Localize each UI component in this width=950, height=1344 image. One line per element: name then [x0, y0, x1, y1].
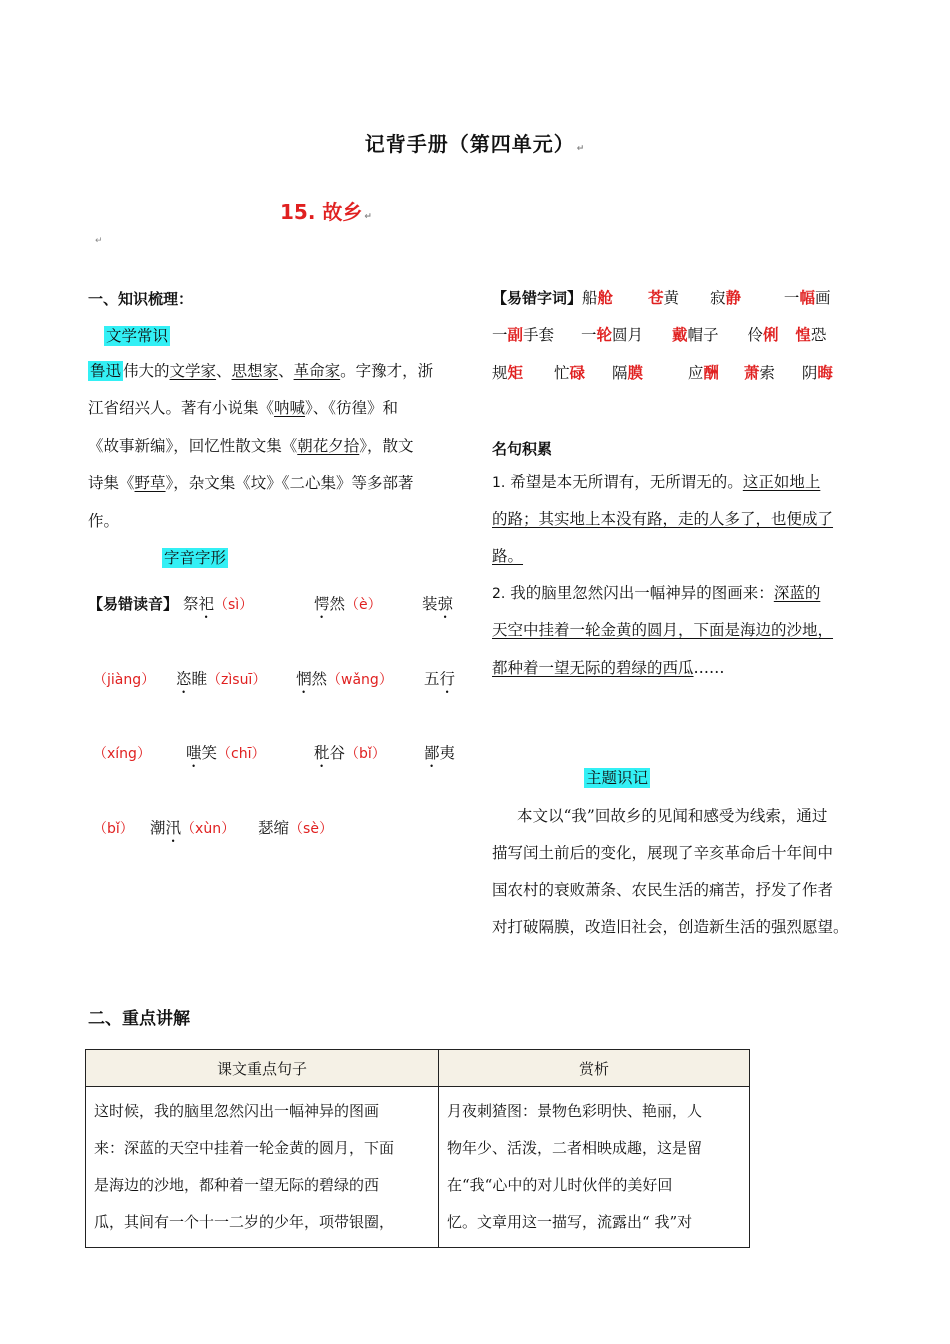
literature-line-3: 《故事新编》，回忆性散文集《朝花夕拾》，散文 [88, 437, 414, 455]
theme-label: 主题识记 [586, 769, 649, 787]
pron-item: （bǐ） [93, 821, 134, 837]
table-header-row [86, 1050, 750, 1087]
table-header-analysis: 赏析 [439, 1050, 750, 1087]
theme-line-2: 描写闰土前后的变化，展现了辛亥革命后十年间中 [492, 844, 834, 862]
author-name: 鲁迅 [90, 362, 122, 380]
paragraph-mark: ↵ [95, 236, 103, 246]
quote-1-line-1: 1. 希望是本无所谓有，无所谓无的。这正如地上 [492, 473, 821, 491]
pron-item: 瑟缩（sè） [258, 819, 333, 837]
pron-item: 鄙夷 [424, 744, 456, 762]
pron-item: 装弶 [422, 595, 454, 613]
pronunciation-label: 字音字形 [164, 549, 227, 567]
quote-2-line-2: 天空中挂着一轮金黄的圆月，下面是海边的沙地， [492, 621, 834, 639]
quote-2-line-3: 都种着一望无际的碧绿的西瓜…… [492, 659, 725, 677]
pron-item: 秕谷（bǐ） [314, 744, 386, 762]
pron-item: 潮汛（xùn） [150, 819, 236, 837]
quotes-label: 名句积累 [492, 440, 553, 458]
error-words-row-3: 规矩 忙碌 隔膜 应酬 萧索 阴晦 [492, 364, 833, 382]
section2-heading: 二、重点讲解 [88, 1009, 190, 1029]
pron-item: （xíng） [93, 746, 151, 762]
table-row [86, 1087, 750, 1248]
quote-1-line-2: 的路；其实地上本没有路，走的人多了，也便成了 [492, 510, 834, 528]
pron-item: 五行 [424, 670, 456, 688]
sentence-cell: 这时候，我的脑里忽然闪出一幅神异的图画 来：深蓝的天空中挂着一轮金黄的圆月，下面 是海边的沙地，都种着一望无际的碧绿的西 瓜，其间有一个十一二岁的少年，项带银圈， [86, 1087, 439, 1248]
literature-line-5: 作。 [88, 512, 120, 530]
error-words-row-1: 【易错字词】船舱 苍黄 寂静 一幅画 [492, 289, 831, 307]
section1-heading: 一、知识梳理： [88, 290, 194, 308]
pron-item: （jiàng） [93, 672, 156, 688]
theme-line-4: 对打破隔膜，改造旧社会，创造新生活的强烈愿望。 [492, 918, 849, 936]
pronunciation-row-1: 【易错读音】 祭祀（sì） [88, 595, 254, 613]
pron-item: 惘然（wǎng） [296, 670, 393, 688]
error-words-row-2: 一副手套 一轮圆月 戴帽子 伶俐 惶恐 [492, 326, 827, 344]
quote-1-line-3: 路。 [492, 547, 524, 565]
theme-line-1: 本文以“我”回故乡的见闻和感受为线索，通过 [517, 807, 828, 825]
literature-label: 文学常识 [106, 327, 169, 345]
literature-line-2: 江省绍兴人。著有小说集《呐喊》、《彷徨》和 [88, 399, 399, 417]
key-sentences-table [85, 1049, 750, 1248]
quote-2-line-1: 2. 我的脑里忽然闪出一幅神异的图画来：深蓝的 [492, 584, 821, 602]
analysis-cell: 月夜刺猹图：景物色彩明快、艳丽，人 物年少、活泼，二者相映成趣，这是留 在“我“心中的对儿时伙伴的美好回 忆。文章用这一描写，流露出“ 我”对 [439, 1087, 750, 1248]
pron-item: 嗤笑（chī） [186, 744, 266, 762]
document-title: 记背手册（第四单元） ↵ [364, 132, 586, 156]
pron-item: 愕然（è） [314, 595, 382, 613]
table-header-sentence: 课文重点句子 [86, 1050, 439, 1087]
pron-item: 恣睢（zìsuī） [176, 670, 267, 688]
theme-line-3: 国农村的衰败萧条、农民生活的痛苦，抒发了作者 [492, 881, 834, 899]
literature-line-4: 诗集《野草》，杂文集《坟》《二心集》等多部著 [88, 474, 414, 492]
literature-line-1: 鲁迅 伟大的文学家、思想家、革命家。字豫才，浙 [90, 362, 434, 380]
lesson-title: 15. 故乡 ↵ [280, 200, 372, 224]
pron-item: 祭祀（sì） [182, 595, 254, 613]
